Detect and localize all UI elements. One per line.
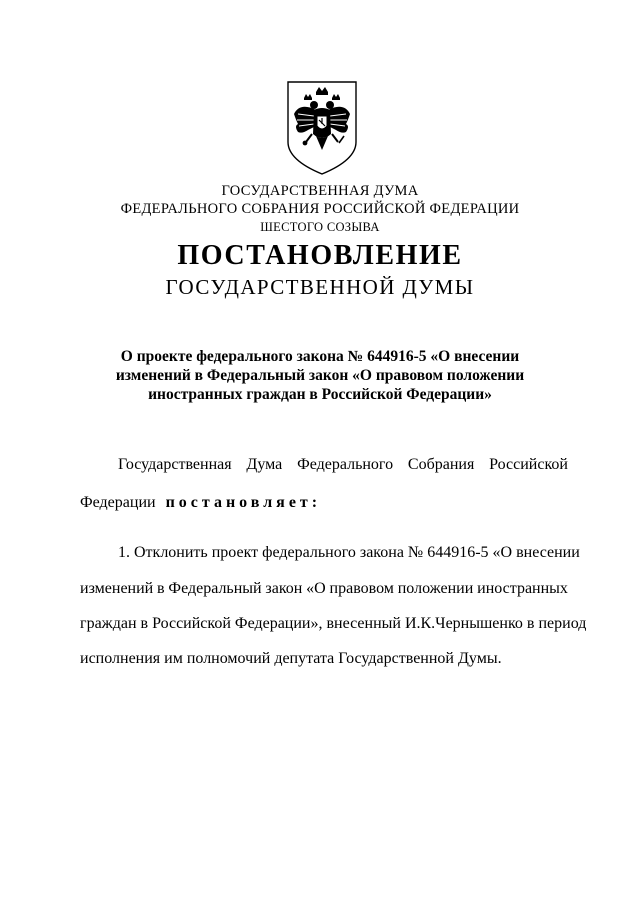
preamble-word: Дума bbox=[246, 456, 283, 473]
header-institution: ГОСУДАРСТВЕННАЯ ДУМА bbox=[221, 183, 419, 199]
preamble-word: Российской bbox=[489, 456, 568, 473]
paragraph-line: исполнения им полномочий депутата Государственной Думы. bbox=[80, 650, 502, 667]
paragraph-line: 1. Отклонить проект федерального закона № 644916-5 «О внесении bbox=[118, 544, 580, 561]
paragraph-word: правовом bbox=[329, 580, 394, 597]
paragraph-word: закон bbox=[265, 580, 303, 597]
paragraph-word: иностранных bbox=[477, 580, 568, 597]
header-parliament: ФЕДЕРАЛЬНОГО СОБРАНИЯ РОССИЙСКОЙ ФЕДЕРАЦИИ bbox=[120, 201, 520, 217]
subject-line: изменений в Федеральный закон «О правовом положении bbox=[115, 367, 525, 384]
paragraph-word: изменений bbox=[80, 580, 154, 597]
preamble-word: Государственная bbox=[118, 456, 232, 473]
preamble-word: Федерального bbox=[297, 456, 394, 473]
header-convocation: ШЕСТОГО СОЗЫВА bbox=[260, 220, 380, 234]
subject-line: иностранных граждан в Российской Федерации» bbox=[148, 386, 492, 403]
document-title: ПОСТАНОВЛЕНИЕ bbox=[177, 240, 463, 271]
paragraph-word: «О bbox=[306, 580, 326, 597]
paragraph-word: в bbox=[157, 580, 165, 597]
preamble-text: Федерации bbox=[80, 494, 156, 511]
preamble-line bbox=[80, 495, 568, 511]
paragraph-word: положении bbox=[397, 580, 474, 597]
subject-line: О проекте федерального закона № 644916-5 «О внесении bbox=[120, 348, 520, 365]
preamble-line bbox=[118, 457, 568, 473]
document-subject bbox=[90, 347, 550, 404]
coat-of-arms-emblem bbox=[286, 80, 358, 176]
resolves-emphasis: постановляет: bbox=[165, 494, 322, 511]
preamble-word: Собрания bbox=[407, 456, 475, 473]
document-subtitle: ГОСУДАРСТВЕННОЙ ДУМЫ bbox=[165, 275, 475, 299]
paragraph-line: граждан в Российской Федерации», внесенный И.К.Чернышенко в период bbox=[80, 615, 587, 632]
paragraph-line bbox=[80, 581, 568, 597]
paragraph-word: Федеральный bbox=[168, 580, 262, 597]
